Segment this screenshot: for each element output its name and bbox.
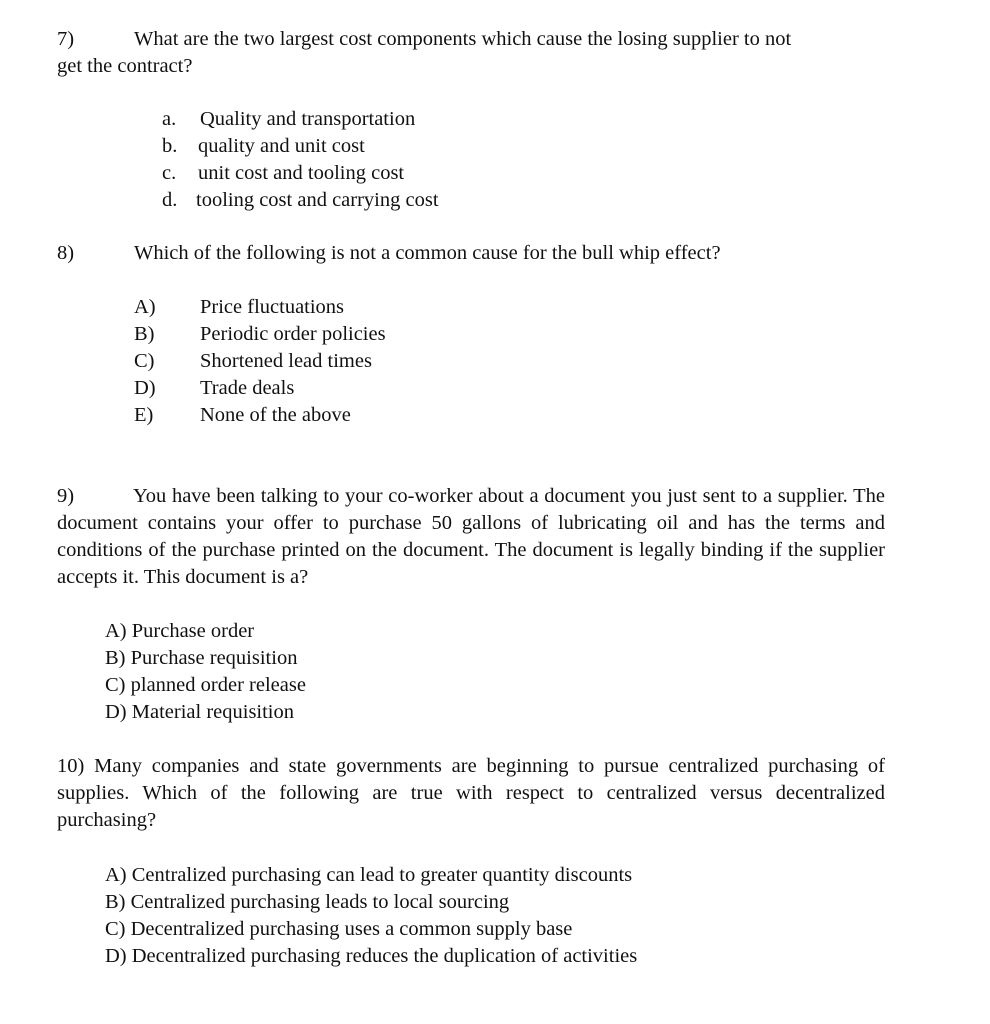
question-text: Many companies and state governments are beginning to pursue centralized purchasing of supplies. Which of the following are true with respect to centralized versus decentralized purchasing? (57, 755, 885, 831)
option-letter: A) (134, 296, 156, 318)
question-text-continued: get the contract? (57, 55, 193, 77)
option-letter: C) (134, 350, 155, 372)
question-number: 8) (57, 242, 75, 264)
option-text: D) Decentralized purchasing reduces the duplication of activities (105, 945, 638, 967)
option-text: C) planned order release (105, 674, 306, 696)
question-text: Which of the following is not a common cause for the bull whip effect? (134, 242, 721, 264)
option-text: quality and unit cost (198, 135, 365, 157)
question-paragraph (57, 753, 885, 834)
option-text: None of the above (200, 404, 351, 426)
option-text: C) Decentralized purchasing uses a common supply base (105, 918, 573, 940)
question-number: 10) (57, 755, 85, 777)
option-text: A) Purchase order (105, 620, 255, 642)
question-number: 9) (57, 485, 75, 507)
question-text: What are the two largest cost components which cause the losing supplier to not (134, 28, 792, 50)
option-letter: E) (134, 404, 154, 426)
option-text: B) Centralized purchasing leads to local sourcing (105, 891, 510, 913)
option-letter: d. (162, 189, 178, 211)
option-text: Trade deals (200, 377, 295, 399)
option-letter: B) (134, 323, 155, 345)
option-text: A) Centralized purchasing can lead to greater quantity discounts (105, 864, 633, 886)
option-text: unit cost and tooling cost (198, 162, 405, 184)
option-letter: c. (162, 162, 177, 184)
option-text: D) Material requisition (105, 701, 295, 723)
question-number: 7) (57, 28, 75, 50)
option-text: tooling cost and carrying cost (196, 189, 439, 211)
question-text: You have been talking to your co-worker about a document you just sent to a supplier. The document contains your offer to purchase 50 gallons of lubricating oil and has the terms and conditions of the purchase printed on the document. The document is legally binding if the supplier accepts it. This document is a? (57, 485, 885, 588)
question-paragraph (57, 483, 885, 591)
option-letter: D) (134, 377, 156, 399)
option-text: Quality and transportation (200, 108, 416, 130)
option-text: Price fluctuations (200, 296, 345, 318)
option-text: Periodic order policies (200, 323, 386, 345)
option-letter: a. (162, 108, 177, 130)
option-letter: b. (162, 135, 178, 157)
option-text: Shortened lead times (200, 350, 372, 372)
option-text: B) Purchase requisition (105, 647, 298, 669)
